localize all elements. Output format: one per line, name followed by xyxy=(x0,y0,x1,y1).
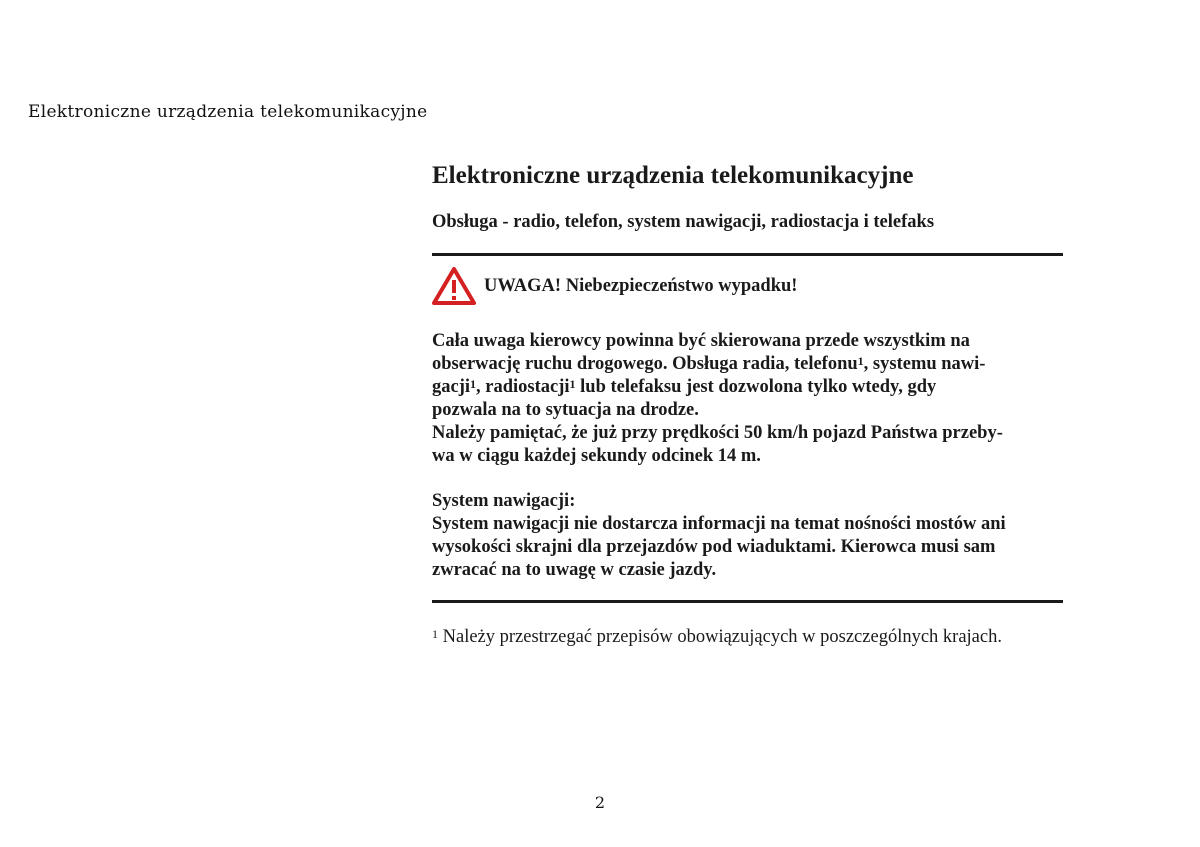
scanned-manual-page xyxy=(432,160,1064,649)
bottom-rule xyxy=(432,600,1063,603)
footnote-text: Należy przestrzegać przepisów obowiązujących w poszczególnych krajach. xyxy=(438,627,1002,647)
warning-title: UWAGA! Niebezpieczeństwo wypadku! xyxy=(484,275,798,296)
paragraph-line: wysokości skrajni dla przejazdów pod wiaduktami. Kierowca musi sam xyxy=(432,537,996,557)
section-title: Elektroniczne urządzenia telekomunikacyjne xyxy=(432,162,914,189)
footnote xyxy=(432,625,1064,649)
navigation-heading: System nawigacji: xyxy=(432,491,576,511)
paragraph-line: Cała uwaga kierowcy powinna być skierowana przede wszystkim na xyxy=(432,331,970,351)
paragraph-line: pozwala na to sytuacja na drodze. xyxy=(432,400,699,420)
warning-triangle-icon xyxy=(432,267,476,305)
paragraph-line: wa w ciągu każdej sekundy odcinek 14 m. xyxy=(432,446,761,466)
paragraph-line: System nawigacji nie dostarcza informacji na temat nośności mostów ani xyxy=(432,514,1006,534)
navigation-section xyxy=(432,490,1064,582)
section-subtitle: Obsługa - radio, telefon, system nawigacji, radiostacja i telefaks xyxy=(432,212,935,232)
paragraph-line: gacji$^1$, radiostacji$^1$ lub telefaksu jest dozwolona tylko wtedy, gdy xyxy=(432,377,937,397)
footnote-marker: 1 xyxy=(432,627,438,641)
warning-header xyxy=(432,266,1064,306)
paragraph-line: Należy pamiętać, że już przy prędkości 50 km/h pojazd Państwa przeby- xyxy=(432,423,1003,443)
page-number: 2 xyxy=(594,793,606,812)
paragraph-line: zwracać na to uwagę w czasie jazdy. xyxy=(432,560,717,580)
paragraph-line: obserwację ruchu drogowego. Obsługa radia, telefonu$^1$, systemu nawi- xyxy=(432,354,986,374)
page-header-title: Elektroniczne urządzenia telekomunikacyjne xyxy=(28,102,428,122)
warning-paragraph xyxy=(432,330,1064,468)
top-rule xyxy=(432,253,1063,256)
